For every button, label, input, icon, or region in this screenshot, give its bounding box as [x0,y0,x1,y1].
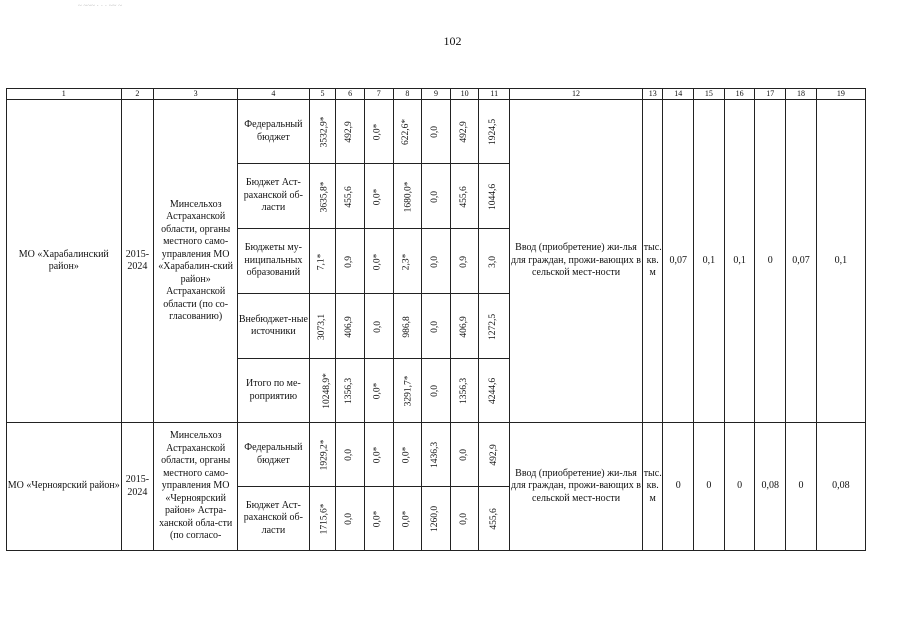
value-cell [450,487,479,551]
value-cell [364,359,393,423]
unit-cell: тыс. кв. м [642,423,662,551]
target-value-cell: 0,08 [755,423,786,551]
value-cell [393,359,422,423]
value-text: 0,0 [430,255,440,268]
value-cell [479,229,510,294]
value-text: 455,6 [344,185,355,208]
value-text: 0,0 [458,449,469,461]
value-text: 0,0* [372,253,383,270]
value-text: 0,0 [458,513,469,525]
period-cell: 2015-2024 [121,100,154,423]
value-text: 492,9 [458,121,469,143]
value-text: 0,0 [344,513,355,525]
value-cell [393,100,422,164]
value-cell [450,423,479,487]
value-cell [422,423,451,487]
column-number: 15 [694,89,725,100]
value-text: 0,9 [344,255,355,268]
value-text: 455,6 [458,185,469,208]
value-cell [336,294,365,359]
value-cell [479,423,510,487]
value-cell [393,423,422,487]
value-text: 0,0 [430,126,440,138]
target-value-cell: 0,1 [816,100,865,423]
value-cell [450,164,479,229]
value-cell [450,229,479,294]
value-cell [336,100,365,164]
value-cell [393,164,422,229]
column-number: 6 [336,89,365,100]
value-cell [309,294,336,359]
indicator-cell: Ввод (приобретение) жи-лья для граждан, прожи-вающих в сельской мест-ности [510,100,643,423]
value-cell [450,100,479,164]
value-text: 3532,9* [319,116,330,148]
target-value-cell: 0,1 [724,100,755,423]
municipality-cell: МО «Харабалинский район» [7,100,122,423]
page-number: 102 [443,34,462,48]
value-cell [450,359,479,423]
target-value-cell: 0 [786,423,817,551]
value-cell [450,294,479,359]
target-value-cell: 0,07 [663,100,694,423]
value-text: 986,8 [401,315,412,338]
value-cell [393,294,422,359]
table-row [7,100,866,164]
column-number: 1 [7,89,122,100]
value-cell [364,294,393,359]
unit-cell: тыс. кв. м [642,100,662,423]
column-number: 17 [755,89,786,100]
value-text: 0,0* [372,446,383,464]
value-text: 3073,1 [316,313,327,340]
value-text: 4244,6 [488,377,499,405]
value-cell [479,100,510,164]
value-cell [479,487,510,551]
column-number: 5 [309,89,336,100]
target-value-cell: 0 [694,423,725,551]
program-table [6,88,866,551]
value-text: 3635,8* [319,181,330,212]
value-cell [309,359,336,423]
value-text: 1715,6* [319,503,330,535]
column-number: 10 [450,89,479,100]
target-value-cell: 0 [724,423,755,551]
value-cell [364,100,393,164]
value-text: 1436,3 [430,441,440,469]
column-number: 14 [663,89,694,100]
value-cell [309,423,336,487]
value-text: 1260,0 [430,505,440,533]
value-text: 0,0 [344,449,355,461]
value-text: 3291,7* [403,375,413,407]
value-text: 0,0 [430,385,440,397]
value-cell [309,487,336,551]
column-number: 7 [364,89,393,100]
value-cell [336,487,365,551]
value-text: 0,0* [401,446,412,464]
value-cell [479,294,510,359]
target-value-cell: 0 [755,100,786,423]
value-cell [309,229,336,294]
column-number: 12 [510,89,643,100]
value-cell [422,100,451,164]
executor-cell: Минсельхоз Астраханской области, органы местного само-управления МО «Харабалин-ский район» Астраханской области (по со-гласованию) [154,100,238,423]
column-number: 2 [121,89,154,100]
column-number: 8 [393,89,422,100]
value-cell [336,229,365,294]
value-text: 1272,5 [488,313,499,340]
column-number: 13 [642,89,662,100]
value-text: 0,0* [372,123,383,141]
value-text: 1356,3 [458,377,469,405]
municipality-cell: МО «Черноярский район» [7,423,122,551]
indicator-cell: Ввод (приобретение) жи-лья для граждан, прожи-вающих в сельской мест-ности [510,423,643,551]
value-text: 492,9 [344,121,355,143]
value-cell [364,423,393,487]
column-number: 11 [479,89,510,100]
value-cell [364,487,393,551]
value-text: 0,0 [372,320,383,333]
target-value-cell: 0,08 [816,423,865,551]
value-cell [336,423,365,487]
column-number: 9 [422,89,451,100]
value-cell [479,164,510,229]
value-text: 1924,5 [488,118,499,146]
column-number: 19 [816,89,865,100]
value-text: 455,6 [488,508,499,530]
value-cell [364,164,393,229]
column-number: 16 [724,89,755,100]
column-number: 4 [238,89,310,100]
value-text: 0,0* [372,510,383,528]
value-text: 0,0* [372,188,383,205]
value-text: 1929,2* [319,439,330,471]
value-text: 0,0* [372,382,383,400]
value-text: 1680,0* [403,181,413,212]
value-text: 406,9 [344,315,355,338]
value-text: 0,0* [401,510,412,528]
column-number: 3 [154,89,238,100]
value-text: 3,0 [488,255,499,268]
value-text: 406,9 [458,315,469,338]
funding-source-cell: Бюджет Аст-раханской об-ласти [238,487,310,551]
value-cell [422,229,451,294]
value-cell [336,359,365,423]
value-text: 0,9 [458,255,469,268]
value-cell [422,294,451,359]
value-cell [309,100,336,164]
target-value-cell: 0,07 [786,100,817,423]
column-number-row [7,89,866,100]
funding-source-cell: Внебюджет-ные источники [238,294,310,359]
value-cell [422,164,451,229]
value-cell [393,487,422,551]
value-cell [393,229,422,294]
value-text: 0,0 [430,190,440,203]
faint-scan-mark: ~ ~~~ · · · ~~ ~ [78,2,123,10]
table-row [7,423,866,487]
value-text: 2,3* [401,253,412,270]
executor-cell: Минсельхоз Астраханской области, органы местного само-управления МО «Черноярский район» Астра-ханской обла-сти (по согласо- [154,423,238,551]
target-value-cell: 0,1 [694,100,725,423]
value-text: 1356,3 [344,377,355,405]
funding-source-cell: Федеральный бюджет [238,100,310,164]
value-cell [422,359,451,423]
value-text: 1044,6 [488,183,499,210]
value-cell [309,164,336,229]
value-text: 10248,9* [321,373,332,409]
funding-source-cell: Итого по ме-роприятию [238,359,310,423]
column-number: 18 [786,89,817,100]
funding-source-cell: Федеральный бюджет [238,423,310,487]
value-text: 0,0 [430,320,440,333]
period-cell: 2015-2024 [121,423,154,551]
value-cell [479,359,510,423]
target-value-cell: 0 [663,423,694,551]
value-cell [336,164,365,229]
value-text: 7,1* [316,253,327,270]
value-text: 622,6* [401,118,412,146]
funding-source-cell: Бюджет Аст-раханской об-ласти [238,164,310,229]
funding-source-cell: Бюджеты му-ниципальных образований [238,229,310,294]
value-cell [422,487,451,551]
value-text: 492,9 [488,444,499,466]
value-cell [364,229,393,294]
